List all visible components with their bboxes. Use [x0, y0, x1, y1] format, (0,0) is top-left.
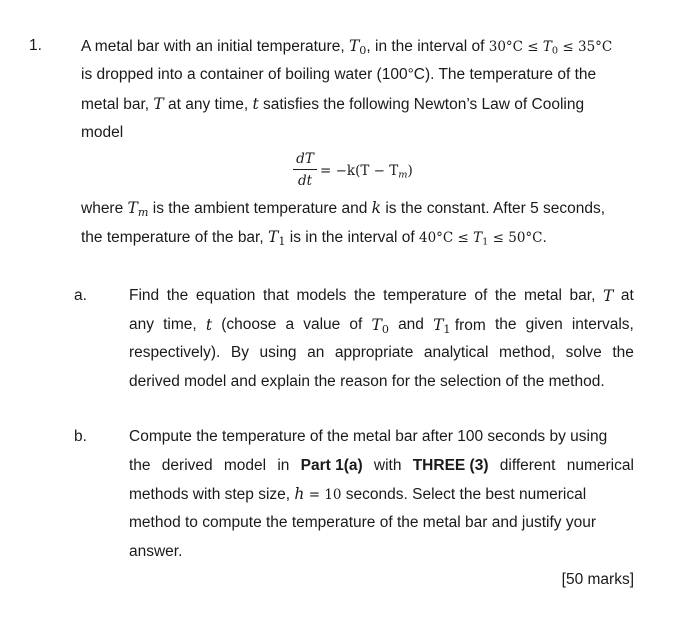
- equation-rhs: = $-k(T - T_m)$: [320, 163, 413, 181]
- intro-line-4: model: [81, 124, 124, 141]
- after-line-2: the temperature of the bar, $T_1$ is in the interval of $40^\circ C \le T_1 \le 50^\circ C$.: [81, 228, 547, 249]
- part-a-line-3: respectively). By using an appropriate analytical method, solve the: [129, 344, 634, 361]
- part-a-line-4: derived model and explain the reason for the selection of the method.: [129, 373, 605, 390]
- fraction-bar: [293, 169, 317, 170]
- part-b-line-3: methods with step size, h = 10 seconds. Select the best numerical: [129, 485, 587, 503]
- equation-numerator: dT: [296, 151, 314, 167]
- intro-line-1: A metal bar with an initial temperature, $T_0$, in the interval of $30^\circ C \le T_0 \le 35^\circ C$: [81, 37, 613, 58]
- intro-line-3: metal bar, T at any time, t satisfies the following Newton’s Law of Cooling: [81, 95, 585, 113]
- question-number: 1.: [29, 37, 42, 54]
- equation-denominator: dt: [297, 173, 313, 189]
- marks-label: [50 marks]: [561, 571, 634, 588]
- part-a-line-2: any time, t (choose a value of $T_0$ and $T_1$ from the given intervals,: [129, 316, 634, 337]
- equation-fraction: [293, 150, 317, 190]
- part-b-line-2: the derived model in Part 1(a) with THREE (3) different numerical: [129, 457, 634, 474]
- part-a-line-1: Find the equation that models the temperature of the metal bar, T at: [129, 287, 634, 305]
- part-a-label: a.: [74, 287, 87, 304]
- intro-line-2: is dropped into a container of boiling water (100°C). The temperature of the: [81, 66, 597, 83]
- part-b-line-1: Compute the temperature of the metal bar after 100 seconds by using: [129, 428, 608, 445]
- part-b-line-4: method to compute the temperature of the metal bar and justify your: [129, 514, 596, 531]
- part-b-line-5: answer.: [129, 543, 183, 560]
- after-line-1: where $T_m$ is the ambient temperature and k is the constant. After 5 seconds,: [81, 199, 606, 220]
- part-b-label: b.: [74, 428, 87, 445]
